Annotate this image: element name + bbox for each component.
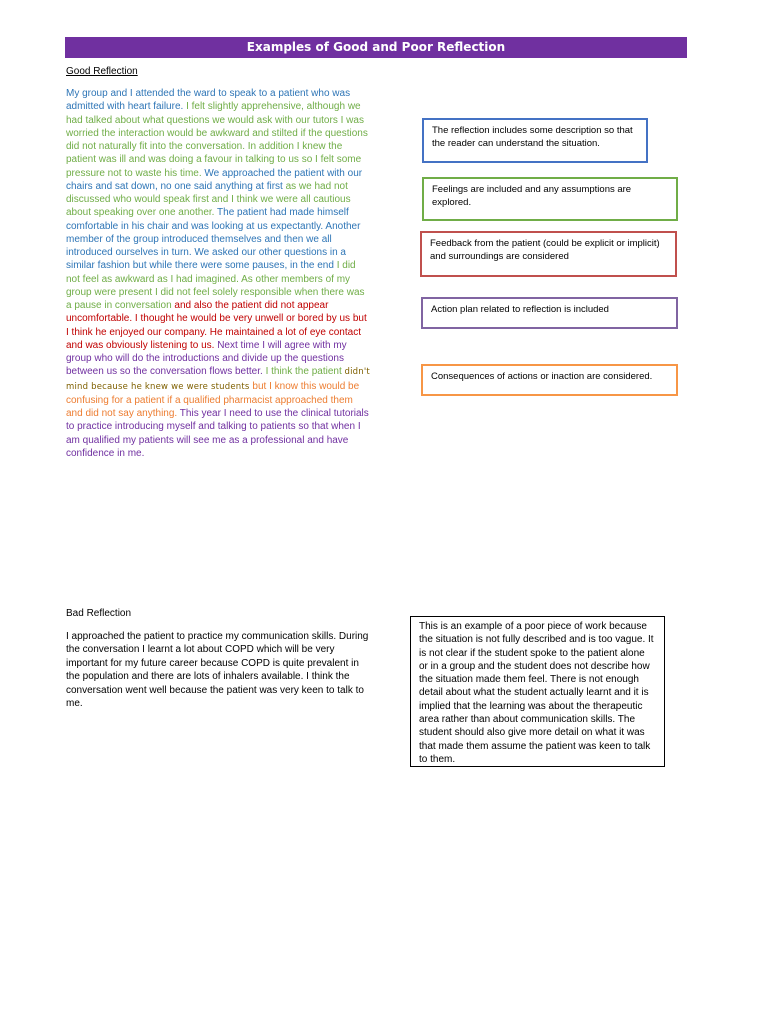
segment-action-plan-2: This year I need to use the clinical tutorials to practice introducing myself and talking to patients so that when I am qualified my patients will see me as a professional and have confidence in me.: [66, 408, 369, 459]
callout-consequences: Consequences of actions or inaction are considered.: [421, 364, 678, 396]
segment-feelings-1: I felt slightly apprehensive, although we had talked about what questions we would ask with our tutors I was worried the interaction would be awkward and stilted if the questions did not naturally fit into the conversation. In addition I knew the patient was ill and was doing a favour in talking to us so I felt some pressure not to waste his time.: [66, 101, 368, 179]
segment-feedback: and also the patient did not appear uncomfortable. I thought he would be very unwell or bored by us but I think he enjoyed our company. He maintained a lot of eye contact and was obviously listening to us.: [66, 300, 367, 351]
segment-feelings-4: I think the patient: [265, 366, 345, 378]
bad-reflection-heading: Bad Reflection: [66, 608, 132, 619]
callout-feedback: Feedback from the patient (could be explicit or implicit) and surroundings are considered: [420, 231, 677, 277]
good-reflection-heading: Good Reflection: [66, 66, 138, 77]
segment-feelings-3: I did not feel as awkward as I had imagined. As other members of my group were present I did not feel solely responsible when there was a pause in conversation: [66, 260, 365, 311]
segment-action-plan-1: Next time I will agree with my group who will do the introductions and divide up the questions between us so the conversation flows better.: [66, 339, 347, 378]
callout-action-plan: Action plan related to reflection is included: [421, 297, 678, 329]
segment-feelings-2: as we had not discussed who would speak first and I think we were all cautious about speaking over one another.: [66, 180, 351, 219]
callout-description: The reflection includes some description so that the reader can understand the situation.: [422, 118, 648, 163]
segment-description-2: We approached the patient with our chairs and sat down, no one said anything at first: [66, 167, 363, 192]
callout-feelings: Feelings are included and any assumptions are explored.: [422, 177, 678, 221]
segment-description-3: The patient had made himself comfortable in his chair and was looking at us expectantly. Another member of the group introduced themselves and then we all introduced ourselves in turn. We asked our other questions in a similar fashion but while there were some pauses, in the end: [66, 207, 361, 272]
bad-reflection-note: This is an example of a poor piece of work because the situation is not fully described and is too vague. It is not clear if the student spoke to the patient alone or in a group and the student does not describe how the situation made them feel. There is not enough detail about what the student actually learnt and it is implied that the learning was about the therapeutic area rather than about communication skills. The student should also give more detail on what it was that made them assume the patient was keen to talk to them.: [410, 616, 665, 767]
good-reflection-text: [66, 87, 372, 460]
segment-assumption: didn't mind because he knew we were students: [66, 367, 370, 392]
segment-description-1: My group and I attended the ward to speak to a patient who was admitted with heart failure.: [66, 88, 351, 113]
page-title: Examples of Good and Poor Reflection: [65, 37, 687, 58]
bad-reflection-text: I approached the patient to practice my communication skills. During the conversation I learnt a lot about COPD which will be very important for my future career because COPD is quite prevalent in the population and there are lots of inhalers available. I think the conversation went well because the patient was very keen to talk to me.: [66, 631, 369, 710]
segment-consequences: but I know this would be confusing for a patient if a qualified pharmacist approached them and did not say anything.: [66, 380, 360, 419]
